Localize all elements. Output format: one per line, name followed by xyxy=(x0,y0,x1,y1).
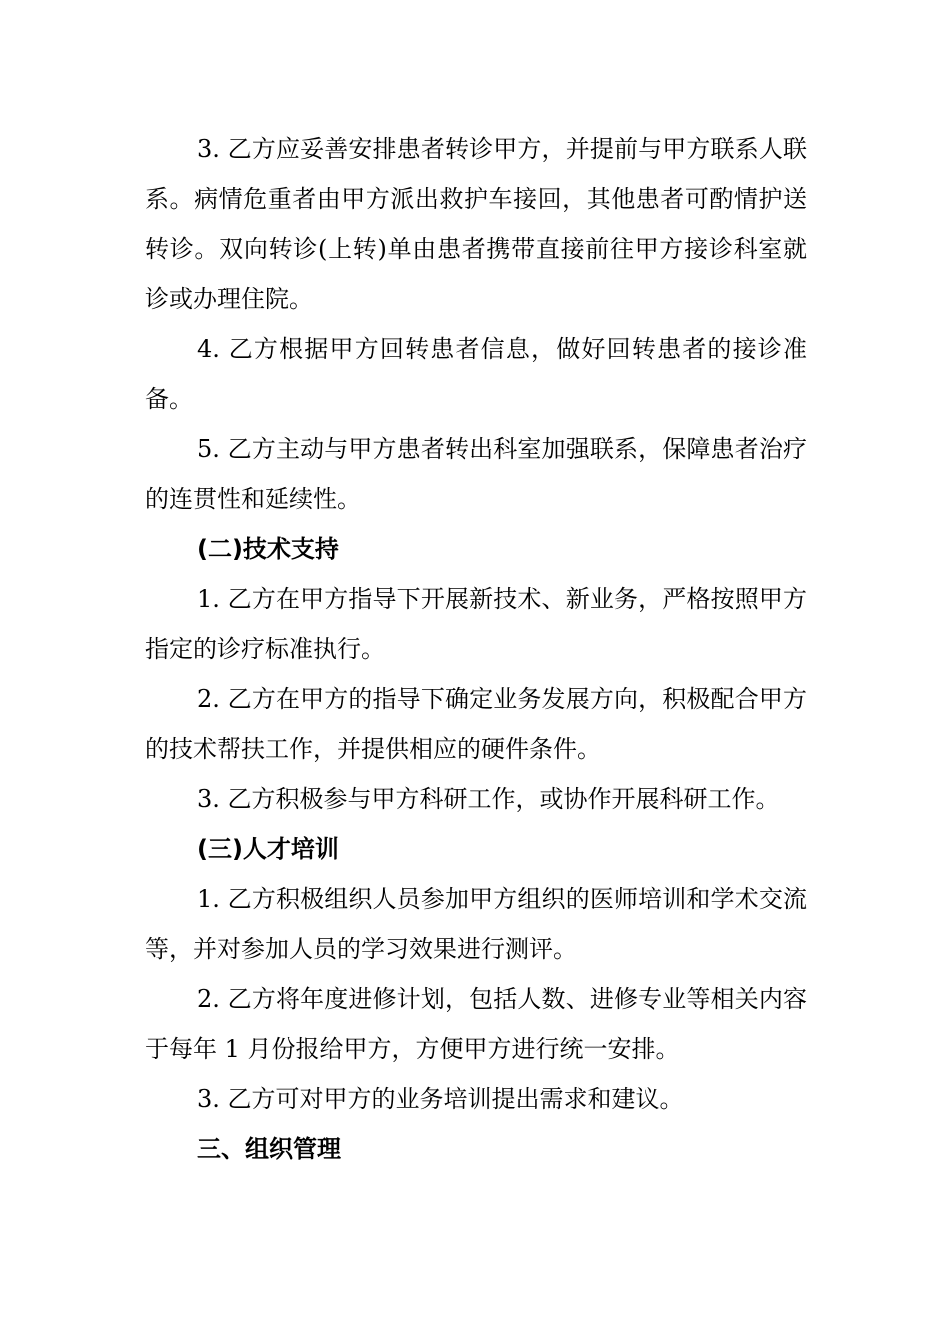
paragraph-referral-arrangement: 3. 乙方应妥善安排患者转诊甲方，并提前与甲方联系人联系。病情危重者由甲方派出救护车接回，其他患者可酌情护送转诊。双向转诊(上转)单由患者携带直接前往甲方接诊科室就诊或办理住院。 xyxy=(145,135,807,313)
paragraph-department-liaison: 5. 乙方主动与甲方患者转出科室加强联系，保障患者治疗的连贯性和延续性。 xyxy=(145,435,807,513)
paragraph-physician-training: 1. 乙方积极组织人员参加甲方组织的医师培训和学术交流等，并对参加人员的学习效果进行测评。 xyxy=(145,885,807,963)
paragraph-research-cooperation: 3. 乙方积极参与甲方科研工作，或协作开展科研工作。 xyxy=(197,785,780,813)
paragraph-return-patient-preparation: 4. 乙方根据甲方回转患者信息，做好回转患者的接诊准备。 xyxy=(145,335,807,413)
document-page xyxy=(145,124,807,1174)
paragraph-training-requests: 3. 乙方可对甲方的业务培训提出需求和建议。 xyxy=(197,1085,684,1113)
paragraph-annual-training-plan: 2. 乙方将年度进修计划，包括人数、进修专业等相关内容于每年 1 月份报给甲方，方便甲方进行统一安排。 xyxy=(145,985,807,1063)
section-heading-talent-training: (三)人才培训 xyxy=(197,835,339,863)
section-heading-technical-support: (二)技术支持 xyxy=(197,535,339,563)
paragraph-new-technology: 1. 乙方在甲方指导下开展新技术、新业务，严格按照甲方指定的诊疗标准执行。 xyxy=(145,585,807,663)
paragraph-business-direction: 2. 乙方在甲方的指导下确定业务发展方向，积极配合甲方的技术帮扶工作，并提供相应的硬件条件。 xyxy=(145,685,807,763)
section-heading-organization-management: 三、组织管理 xyxy=(197,1135,341,1163)
